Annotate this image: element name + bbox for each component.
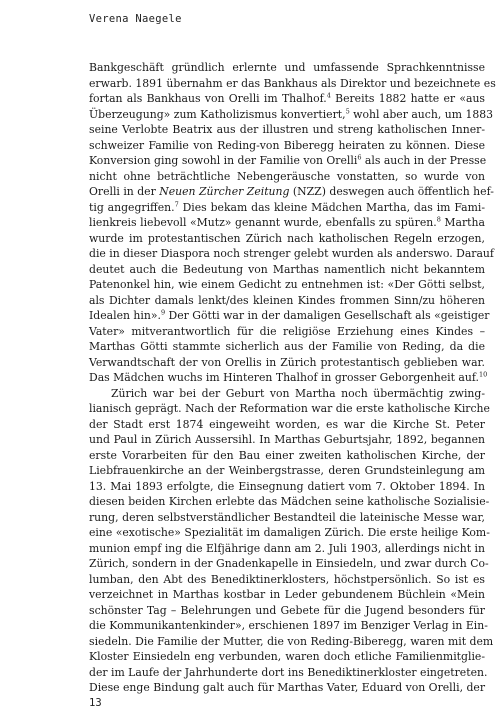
text-line: der Stadt erst 1874 eingeweiht worden, es war die Kirche St. Peter (89, 417, 485, 431)
text-line: als Dichter damals lenkt/des kleinen Kindes frommen Sinn/zu höheren (89, 293, 485, 307)
text-line: Patenonkel hin, wie einem Gedicht zu entnehmen ist: «Der Götti selbst, (89, 278, 485, 291)
text-line: fortan als Bankhaus von Orelli im Thalhof.$^4$ Bereits 1882 hatte er «aus (89, 91, 486, 105)
text-line: erwarb. 1891 übernahm er das Bankhaus als Direktor und bezeichnete es (89, 76, 496, 90)
text-line: wurde im protestantischen Zürich nach katholischen Regeln erzogen, (89, 231, 485, 245)
text-line: siedeln. Die Familie der Mutter, die von Reding-Biberegg, waren mit dem (89, 634, 494, 648)
text-line: erste Vorarbeiten für den Bau einer zweiten katholischen Kirche, der (89, 448, 485, 462)
footnote-marker: 5 (345, 106, 350, 115)
text-line: nicht ohne beträchtliche Nebengeräusche vonstatten, so wurde von (89, 169, 485, 183)
text-line: Idealen hin».$^9$ Der Götti war in der damaligen Gesellschaft als «geistiger (89, 308, 490, 322)
text-line: 13. Mai 1893 erfolgte, die Einsegnung datiert vom 7. Oktober 1894. In (89, 479, 485, 493)
text-line: und Paul in Zürich Aussersihl. In Marthas Geburtsjahr, 1892, begannen (89, 433, 485, 446)
text-line: Vater» mitverantwortlich für die religiöse Erziehung eines Kindes – (89, 324, 485, 338)
text-line: seine Verlobte Beatrix aus der illustren und streng katholischen Inner- (89, 123, 485, 136)
page-number: 13 (89, 697, 102, 709)
text-line: lienkreis liebevoll «Mutz» genannt wurde, ebenfalls zu spüren.$^8$ Martha (89, 215, 485, 229)
footnote-marker: 7 (174, 199, 179, 208)
text-line: deutet auch die Bedeutung von Marthas namentlich nicht bekanntem (89, 262, 485, 276)
text-line: die Kommunikantenkinder», erschienen 1897 im Benziger Verlag in Ein- (89, 619, 488, 632)
text-line: Konversion ging sowohl in der Familie von Orelli$^6$ als auch in der Presse (89, 153, 487, 167)
footnote-marker: 9 (160, 308, 166, 317)
text-line: Liebfrauenkirche an der Weinbergstrasse, deren Grundsteinlegung am (89, 464, 485, 477)
text-line: lumban, den Abt des Benediktinerklosters, höchstpersönlich. So ist es (89, 572, 485, 586)
paragraph (89, 60, 496, 386)
text-line: tig angegriffen.$^7$ Dies bekam das kleine Mädchen Martha, das im Fami- (89, 199, 485, 214)
text-line: die in dieser Diaspora noch strenger gelebt wurden als anderswo. Darauf (89, 247, 494, 260)
text-line: lianisch geprägt. Nach der Reformation war die erste katholische Kirche (89, 402, 490, 415)
text-line: Das Mädchen wuchs im Hinteren Thalhof in grosser Geborgenheit auf.$^{10}$ (89, 370, 488, 384)
text-line: Kloster Einsiedeln eng verbunden, waren doch etliche Familienmitglie- (89, 650, 485, 663)
text-line: diesen beiden Kirchen erlebte das Mädchen seine katholische Sozialisie- (89, 495, 490, 508)
text-line: schönster Tag – Belehrungen und Gebete für die Jugend besonders für (89, 603, 485, 617)
text-line: rung, deren selbstverständlicher Bestandteil die lateinische Messe war, (89, 510, 485, 524)
text-line: munion empf ing die Elfjährige dann am 2. Juli 1903, allerdings nicht in (89, 541, 485, 555)
text-line: Orelli in der Neuen Zürcher Zeitung (NZZ) deswegen auch öffentlich hef- (89, 185, 494, 198)
running-head: Verena Naegele (89, 13, 182, 25)
text-line: eine «exotische» Spezialität im damaligen Zürich. Die erste heilige Kom- (89, 526, 490, 539)
text-line: Marthas Götti stammte sicherlich aus der Familie von Reding, da die (89, 340, 485, 353)
footnote-marker: 10 (478, 370, 488, 379)
footnote-marker: 4 (326, 91, 331, 100)
text-line: verzeichnet in Marthas kostbar in Leder gebundenem Büchlein «Mein (89, 588, 485, 601)
body-text (89, 60, 496, 696)
footnote-marker: 6 (357, 153, 362, 162)
text-line: der im Laufe der Jahrhunderte dort ins Benediktinerkloster eingetreten. (89, 665, 488, 679)
paragraph (89, 386, 494, 696)
text-line: Zürich war bei der Geburt von Martha noch übermächtig zwing- (111, 386, 485, 400)
text-line: Überzeugung» zum Katholizismus konvertiert,$^5$ wohl aber auch, um 1883 (89, 106, 494, 121)
text-line: Verwandtschaft der von Orellis in Zürich protestantisch geblieben war. (89, 355, 485, 369)
text-line: schweizer Familie von Reding-von Biberegg heiraten zu können. Diese (89, 138, 485, 152)
footnote-marker: 8 (436, 215, 441, 224)
text-line: Zürich, sondern in der Gnadenkapelle in Einsiedeln, und zwar durch Co- (89, 557, 489, 570)
italic-title: Neuen Zürcher Zeitung (159, 185, 290, 198)
text-line: Diese enge Bindung galt auch für Marthas Vater, Eduard von Orelli, der (89, 681, 486, 694)
text-line: Bankgeschäft gründlich erlernte und umfassende Sprachkenntnisse (89, 61, 485, 74)
